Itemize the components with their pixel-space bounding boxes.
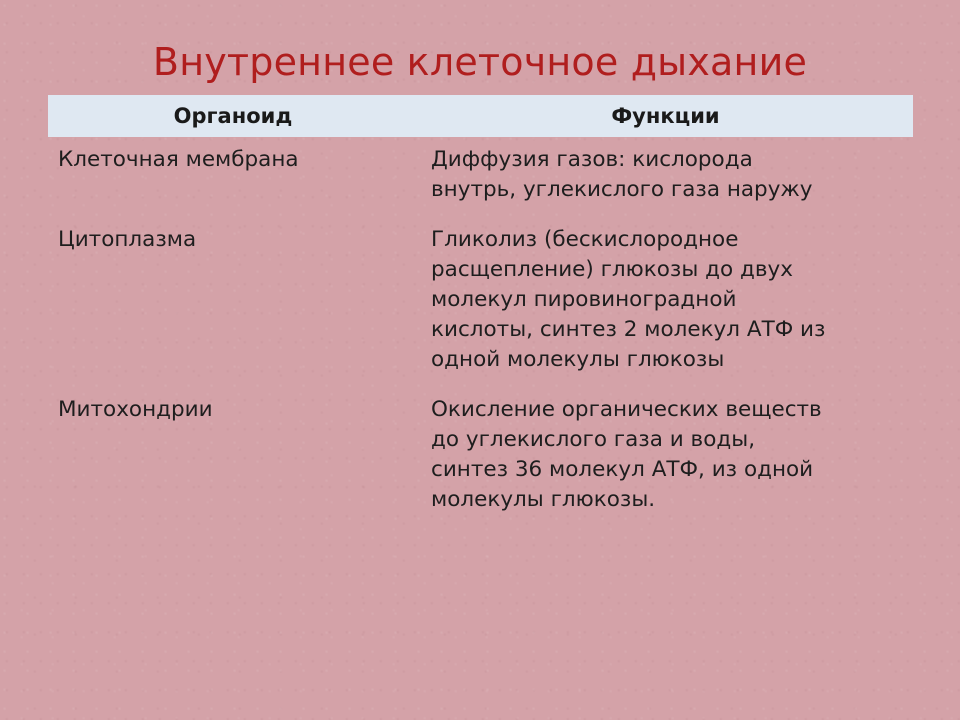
function-cell: Окисление органических веществ до углекислого газа и воды, синтез 36 молекул АТФ, из одной молекулы глюкозы.: [431, 397, 822, 512]
header-functions: Функции: [611, 104, 720, 128]
table-row: [48, 395, 913, 525]
organoid-cell: Клеточная мембрана: [58, 147, 299, 172]
function-cell: Диффузия газов: кислорода внутрь, углекислого газа наружу: [431, 147, 813, 202]
slide-title: Внутреннее клеточное дыхание: [152, 40, 808, 84]
table-header-row: [48, 95, 913, 137]
function-cell: Гликолиз (бескислородное расщепление) глюкозы до двух молекул пировиноградной кислоты, синтез 2 молекул АТФ из одной молекулы глюкозы: [431, 227, 826, 372]
organoid-cell: Цитоплазма: [58, 227, 197, 252]
organoid-cell: Митохондрии: [58, 397, 213, 422]
table-row: [48, 225, 913, 395]
header-organoid: Органоид: [173, 104, 293, 128]
table-row: [48, 145, 913, 225]
organoid-function-table: [48, 95, 913, 525]
